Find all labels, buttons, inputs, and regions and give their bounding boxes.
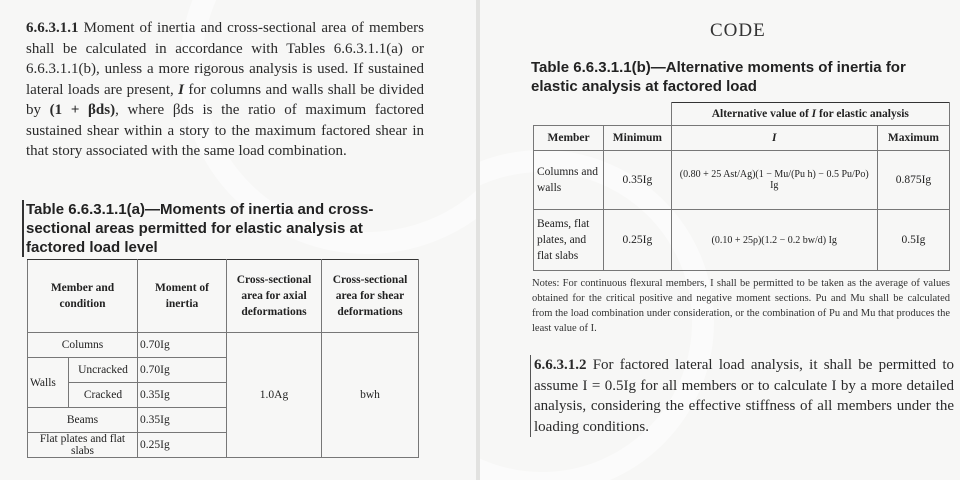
header-maximum: Maximum xyxy=(877,126,949,151)
left-page xyxy=(0,0,476,480)
section-6-6-3-1-2: 6.6.3.1.2 For factored lateral load analysis, it shall be permitted to assume I = 0.5Ig for all members or to calculate I by a more detailed analysis, considering the effective stiffness of all members under the loading conditions. xyxy=(530,355,954,437)
row-columns-label: Columns xyxy=(28,333,138,358)
section-number-2: 6.6.3.1.2 xyxy=(534,357,587,373)
row-walls-label: Walls xyxy=(28,358,69,408)
row-columns-inertia: 0.70Ig xyxy=(138,333,227,358)
row-beams-slabs-member: Beams, flat plates, and flat slabs xyxy=(534,210,604,271)
table-b xyxy=(533,102,950,271)
header-member: Member xyxy=(534,126,604,151)
section-6-6-3-1-1: 6.6.3.1.1 Moment of inertia and cross-sectional area of members shall be calculated in accordance with Tables 6.6.3.1.1(a) or 6.6.3.1.1(b), unless a more rigorous analysis is used. If sustained lateral loads are present, I for columns and walls shall be divided by (1 + βds), where βds is the ratio of maximum factored sustained shear within a story to the maximum factored shear in that story associated with the same load combination. xyxy=(26,20,425,159)
row-beams-inertia: 0.35Ig xyxy=(138,408,227,433)
row-uncracked-label: Uncracked xyxy=(69,358,138,383)
row-beams-slabs-formula: (0.10 + 25ρ)(1.2 − 0.2 bw/d) Ig xyxy=(671,210,877,271)
row-flat-plates-label: Flat plates and flat slabs xyxy=(28,433,138,458)
header-area-shear: Cross-sectional area for shear deformations xyxy=(322,260,419,333)
table-b-group-header: Alternative value of I for elastic analysis xyxy=(671,103,949,126)
row-beams-slabs-maximum: 0.5Ig xyxy=(877,210,949,271)
header-moment-of-inertia: Moment of inertia xyxy=(138,260,227,333)
table-b-notes: Notes: For continuous flexural members, I shall be permitted to be taken as the average of values obtained for the critical positive and negative moment sections. Pu and Mu shall be calculated from the load combination under consideration, or the combination of Pu and Mu that produces the least value of I. xyxy=(532,278,950,334)
row-cracked-label: Cracked xyxy=(69,383,138,408)
shear-value: bwh xyxy=(322,333,419,458)
table-b-caption: Table 6.6.3.1.1(b)—Alternative moments of inertia for elastic analysis at factored load xyxy=(531,59,906,95)
row-beams-label: Beams xyxy=(28,408,138,433)
header-minimum: Minimum xyxy=(604,126,671,151)
section-number: 6.6.3.1.1 xyxy=(26,20,79,36)
header-member-condition: Member and condition xyxy=(28,260,138,333)
header-area-axial: Cross-sectional area for axial deformations xyxy=(227,260,322,333)
code-title: CODE xyxy=(710,20,766,41)
row-cracked-inertia: 0.35Ig xyxy=(138,383,227,408)
row-columns-walls-member: Columns and walls xyxy=(534,151,604,210)
table-a-caption: Table 6.6.3.1.1(a)—Moments of inertia and cross-sectional areas permitted for elastic analysis at factored load level xyxy=(22,200,418,257)
row-beams-slabs-minimum: 0.25Ig xyxy=(604,210,671,271)
axial-value: 1.0Ag xyxy=(227,333,322,458)
row-uncracked-inertia: 0.70Ig xyxy=(138,358,227,383)
row-flat-plates-inertia: 0.25Ig xyxy=(138,433,227,458)
row-columns-walls-maximum: 0.875Ig xyxy=(877,151,949,210)
row-columns-walls-formula: (0.80 + 25 Ast/Ag)(1 − Mu/(Pu h) − 0.5 Pu/Po) Ig xyxy=(671,151,877,210)
right-page xyxy=(480,0,960,480)
table-a xyxy=(27,259,419,458)
header-I: I xyxy=(671,126,877,151)
row-columns-walls-minimum: 0.35Ig xyxy=(604,151,671,210)
